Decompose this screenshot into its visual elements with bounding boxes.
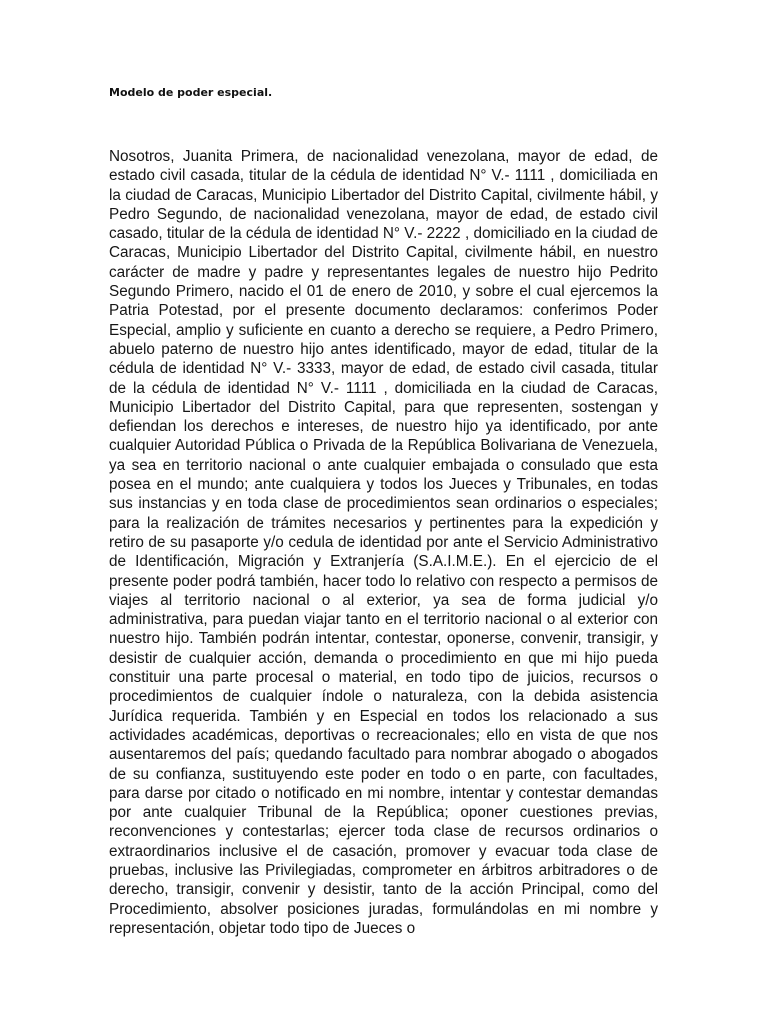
document-body-paragraph: Nosotros, Juanita Primera, de nacionalidad venezolana, mayor de edad, de estado civil casada, titular de la cédula de identidad N° V.- 1111 , domiciliada en la ciudad de Caracas, Municipio Libertador del Distrito Capital, civilmente hábil, y Pedro Segundo, de nacionalidad venezolana, mayor de edad, de estado civil casado, titular de la cédula de identidad N° V.- 2222 , domiciliado en la ciudad de Caracas, Municipio Libertador del Distrito Capital, civilmente hábil, en nuestro carácter de madre y padre y representantes legales de nuestro hijo Pedrito Segundo Primero, nacido el 01 de enero de 2010, y sobre el cual ejercemos la Patria Potestad, por el presente documento declaramos: conferimos Poder Especial, amplio y suficiente en cuanto a derecho se requiere, a Pedro Primero, abuelo paterno de nuestro hijo antes identificado, mayor de edad, titular de la cédula de identidad N° V.- 3333, mayor de edad, de estado civil casada, titular de la cédula de identidad N° V.- 1111 , domiciliada en la ciudad de Caracas, Municipio Libertador del Distrito Capital, para que representen, sostengan y defiendan los derechos e intereses, de nuestro hijo ya identificado, por ante cualquier Autoridad Pública o Privada de la República Bolivariana de Venezuela, ya sea en territorio nacional o ante cualquier embajada o consulado que esta posea en el mundo; ante cualquiera y todos los Jueces y Tribunales, en todas sus instancias y en toda clase de procedimientos sean ordinarios o especiales; para la realización de trámites necesarios y pertinentes para la expedición y retiro de su pasaporte y/o cedula de identidad por ante el Servicio Administrativo de Identificación, Migración y Extranjería (S.A.I.M.E.). En el ejercicio de el presente poder podrá también, hacer todo lo relativo con respecto a permisos de viajes al territorio nacional o al exterior, ya sea de forma judicial y/o administrativa, para puedan viajar tanto en el territorio nacional o al exterior con nuestro hijo. También podrán intentar, contestar, oponerse, convenir, transigir, y desistir de cualquier acción, demanda o procedimiento en que mi hijo pueda constituir una parte procesal o material, en todo tipo de juicios, recursos o procedimientos de cualquier índole o naturaleza, con la debida asistencia Jurídica requerida. También y en Especial en todos los relacionado a sus actividades académicas, deportivas o recreacionales; ello en vista de que nos ausentaremos del país; quedando facultado para nombrar abogado o abogados de su confianza, sustituyendo este poder en todo o en parte, con facultades, para darse por citado o notificado en mi nombre, intentar y contestar demandas por ante cualquier Tribunal de la República; oponer cuestiones previas, reconvenciones y contestarlas; ejercer toda clase de recursos ordinarios o extraordinarios inclusive el de casación, promover y evacuar toda clase de pruebas, inclusive las Privilegiadas, comprometer en árbitros arbitradores o de derecho, transigir, convenir y desistir, tanto de la acción Principal, como del Procedimiento, absolver posiciones juradas, formulándolas en mi nombre y representación, objetar todo tipo de Jueces o bbox=[109, 148, 658, 937]
document-title: Modelo de poder especial. bbox=[109, 86, 273, 99]
